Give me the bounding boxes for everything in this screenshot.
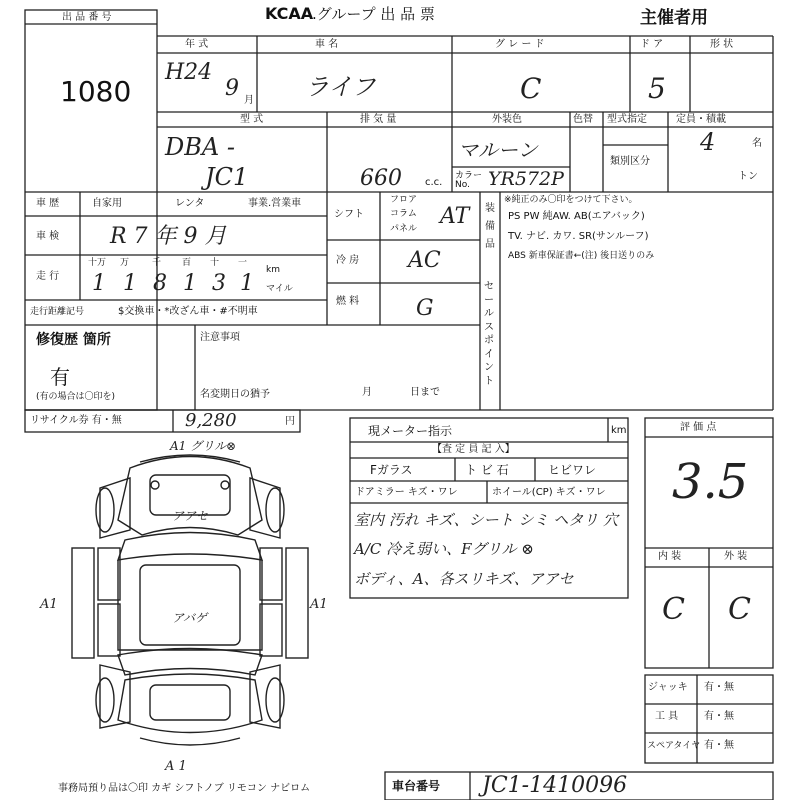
fuel-value: G bbox=[416, 296, 434, 321]
diagram-roof-note: アアセ bbox=[172, 509, 208, 523]
chassis-value: JC1-1410096 bbox=[482, 773, 628, 798]
recycle-unit: 円 bbox=[285, 416, 295, 427]
month-value: 9 bbox=[225, 76, 239, 101]
score-value: 3.5 bbox=[672, 454, 749, 510]
mileage-digit-4: 1 bbox=[183, 271, 197, 296]
inspector-note-1: 室内 汚れ キズ、シート シミ ヘタリ 穴 bbox=[354, 511, 618, 529]
tobi-label: ト ビ 石 bbox=[465, 463, 509, 477]
equipment-line-3: ABS 新車保証書←(注) 後日送りのみ bbox=[508, 251, 655, 261]
mileage-unit-100k: 十万 bbox=[88, 258, 107, 268]
mileage-record-text: $交換車・*改ざん車・#不明車 bbox=[118, 306, 258, 317]
meter-label: 現メーター指示 bbox=[368, 424, 453, 438]
hibi-label: ヒビワレ bbox=[548, 463, 597, 477]
history-private[interactable]: 自家用 bbox=[92, 198, 122, 209]
mile-label: マイル bbox=[266, 284, 293, 294]
displacement-label: 排 気 量 bbox=[360, 114, 397, 125]
door-label: ド ア bbox=[640, 39, 664, 50]
diagram-bottom-note: A 1 bbox=[165, 759, 187, 774]
mileage-record-label: 走行距離記号 bbox=[30, 307, 85, 317]
displacement-value: 660 bbox=[360, 166, 402, 191]
mileage-digit-3: 8 bbox=[153, 271, 167, 296]
equipment-line-1: PS PW 純AW. AB(エアバック) bbox=[508, 211, 645, 222]
color-change-label: 色替 bbox=[573, 114, 593, 125]
equipment-note: ※純正のみ〇印をつけて下さい。 bbox=[504, 195, 638, 205]
displacement-unit: c.c. bbox=[425, 177, 443, 188]
sales-point-label: セ ー ル ス ポ イ ン ト bbox=[484, 281, 494, 387]
mileage-unit-1: 一 bbox=[238, 258, 248, 268]
form-title: .グループ 出 品 票 bbox=[312, 5, 435, 23]
name-change-label: 名変期日の猶予 bbox=[200, 389, 270, 400]
jack-label: ジャッキ bbox=[648, 682, 688, 693]
car-name-value: ライフ bbox=[305, 73, 376, 101]
history-business[interactable]: 事業.営業車 bbox=[248, 198, 302, 209]
capacity-label: 定員・積載 bbox=[676, 114, 726, 125]
notes-label: 注意事項 bbox=[200, 332, 240, 343]
shape-label: 形 状 bbox=[710, 39, 734, 50]
inspector-note-2: A/C 冷え弱い、Fグリル ⊗ bbox=[354, 540, 534, 558]
chassis-label: 車台番号 bbox=[392, 779, 441, 793]
grade-label: グ レ ー ド bbox=[495, 39, 545, 50]
name-change-day: 日まで bbox=[410, 387, 440, 398]
jack-value: 有・無 bbox=[704, 682, 734, 693]
repair-sub: (有の場合は〇印を) bbox=[36, 392, 116, 402]
mileage-unit-1k: 千 bbox=[152, 258, 162, 268]
mileage-unit-100: 百 bbox=[182, 258, 192, 268]
deposit-note: 事務局預り品は〇印 カギ シフトノブ リモコン ナビロム bbox=[58, 783, 311, 794]
mileage-unit-10: 十 bbox=[210, 258, 220, 268]
lot-label: 出 品 番 号 bbox=[62, 12, 112, 23]
tools-value: 有・無 bbox=[704, 711, 734, 722]
name-change-month: 月 bbox=[362, 387, 372, 398]
year-label: 年 式 bbox=[185, 39, 209, 50]
capacity-unit: 名 bbox=[752, 138, 762, 149]
color-value: マルーン bbox=[458, 138, 538, 162]
mileage-unit-10k: 万 bbox=[120, 258, 130, 268]
mileage-label: 走 行 bbox=[36, 271, 60, 282]
exterior-color-label: 外装色 bbox=[492, 114, 522, 125]
ton-unit: トン bbox=[738, 171, 758, 182]
repair-label: 修復歴 箇所 bbox=[36, 332, 111, 348]
tools-label: 工 具 bbox=[655, 711, 679, 722]
fuel-label: 燃 料 bbox=[336, 296, 360, 307]
f-glass-label: Fガラス bbox=[370, 463, 413, 477]
equipment-line-2: TV. ナビ. カワ. SR(サンルーフ) bbox=[508, 231, 649, 242]
kcaa-logo: KCAA bbox=[265, 4, 314, 23]
meter-unit: km bbox=[611, 425, 627, 436]
exterior-value: C bbox=[728, 592, 751, 627]
inspector-note-3: ボディ、A、各スリキズ、アアセ bbox=[354, 570, 574, 588]
model-value-prefix: DBA - bbox=[165, 133, 235, 161]
shift-value: AT bbox=[440, 204, 470, 229]
lot-number: 1080 bbox=[60, 75, 132, 108]
role-label: 主催者用 bbox=[640, 8, 708, 28]
shift-label: シフト bbox=[334, 209, 364, 220]
color-no-label: カラー No. bbox=[455, 171, 483, 190]
mileage-digit-5: 3 bbox=[212, 271, 226, 296]
interior-label: 内 装 bbox=[658, 551, 682, 562]
model-spec-label: 型式指定 bbox=[607, 114, 647, 125]
wheel-label: ホイール(CP) キズ・ワレ bbox=[492, 487, 606, 498]
diagram-hood-note: アバゲ bbox=[172, 611, 208, 625]
inspector-label: 【査 定 員 記 入】 bbox=[432, 444, 515, 455]
shift-column: コラム bbox=[390, 209, 417, 219]
car-name-label: 車 名 bbox=[315, 39, 339, 50]
recycle-value: 9,280 bbox=[185, 410, 237, 431]
ac-label: 冷 房 bbox=[336, 255, 360, 266]
year-value: H24 bbox=[165, 60, 213, 85]
interior-value: C bbox=[662, 592, 685, 627]
history-rental[interactable]: レンタ bbox=[175, 198, 205, 209]
color-no-value: YR572P bbox=[488, 168, 564, 190]
door-mirror-label: ドアミラー キズ・ワレ bbox=[355, 487, 458, 498]
model-label: 型 式 bbox=[240, 114, 264, 125]
mileage-digit-2: 1 bbox=[123, 271, 137, 296]
model-value-code: JC1 bbox=[205, 163, 249, 191]
class-label: 類別区分 bbox=[610, 156, 650, 167]
diagram-top-note: A1 グリル⊗ bbox=[170, 439, 237, 453]
ac-value: AC bbox=[408, 248, 441, 273]
grade-value: C bbox=[520, 72, 542, 105]
door-value: 5 bbox=[648, 72, 666, 105]
capacity-value: 4 bbox=[700, 128, 716, 156]
repair-value: 有 bbox=[50, 365, 70, 389]
equipment-label: 装 備 品 bbox=[485, 203, 495, 250]
diagram-right-note: A1 bbox=[310, 597, 328, 612]
spare-tire-label: スペアタイヤ bbox=[647, 741, 701, 751]
history-label: 車 歴 bbox=[36, 198, 60, 209]
car-diagram bbox=[72, 455, 308, 745]
diagram-left-note: A1 bbox=[40, 597, 58, 612]
mileage-digit-1: 1 bbox=[92, 271, 106, 296]
inspection-label: 車 検 bbox=[36, 231, 60, 242]
km-label: km bbox=[266, 265, 280, 275]
shift-floor: フロア bbox=[390, 195, 418, 205]
inspection-value: R 7 年 9 月 bbox=[110, 224, 227, 249]
score-label: 評 価 点 bbox=[680, 422, 717, 433]
month-unit: 月 bbox=[244, 95, 254, 106]
recycle-label: リサイクル券 有・無 bbox=[30, 415, 122, 426]
shift-panel: パネル bbox=[390, 224, 418, 234]
mileage-digit-6: 1 bbox=[240, 271, 254, 296]
spare-tire-value: 有・無 bbox=[704, 740, 734, 751]
exterior-label: 外 装 bbox=[724, 551, 748, 562]
